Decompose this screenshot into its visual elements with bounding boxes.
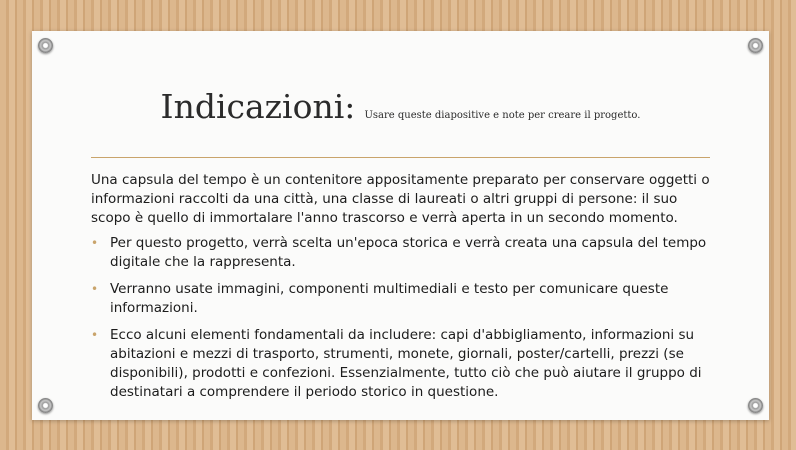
list-item [91,234,711,272]
bullet-icon: • [91,236,99,250]
slide-card [32,31,769,420]
pushpin-icon [38,398,53,413]
bullet-icon: • [91,282,99,296]
bullet-icon: • [91,328,99,342]
intro-paragraph: Una capsula del tempo è un contenitore appositamente preparato per conservare oggetti o informazioni raccolti da una città, una classe di laureati o altri gruppi di persone: il suo scopo è quello di immortalare l'anno trascorso e verrà aperta in un secondo momento. [91,172,710,226]
slide-body [91,171,711,410]
slide-title-row [32,87,769,126]
pushpin-icon [748,398,763,413]
bullet-text: Per questo progetto, verrà scelta un'epoca storica e verrà creata una capsula del tempo digitale che la rappresenta. [110,235,707,270]
pushpin-icon [38,38,53,53]
bullet-text: Ecco alcuni elementi fondamentali da includere: capi d'abbigliamento, informazioni su abitazioni e mezzi di trasporto, strumenti, monete, giornali, poster/cartelli, prezzi (se disponibili), prodotti e confezioni. Essenzialmente, tutto ciò che può aiutare il gruppo di destinatari a comprendere il periodo storico in questione. [110,327,702,400]
slide-subtitle: Usare queste diapositive e note per creare il progetto. [364,110,641,121]
list-item [91,280,711,318]
pushpin-icon [748,38,763,53]
slide-title: Indicazioni: [160,87,356,126]
bullet-text: Verranno usate immagini, componenti multimediali e testo per comunicare queste informazioni. [110,281,669,316]
bullet-list [91,234,711,402]
list-item [91,326,711,402]
title-divider [91,157,710,158]
